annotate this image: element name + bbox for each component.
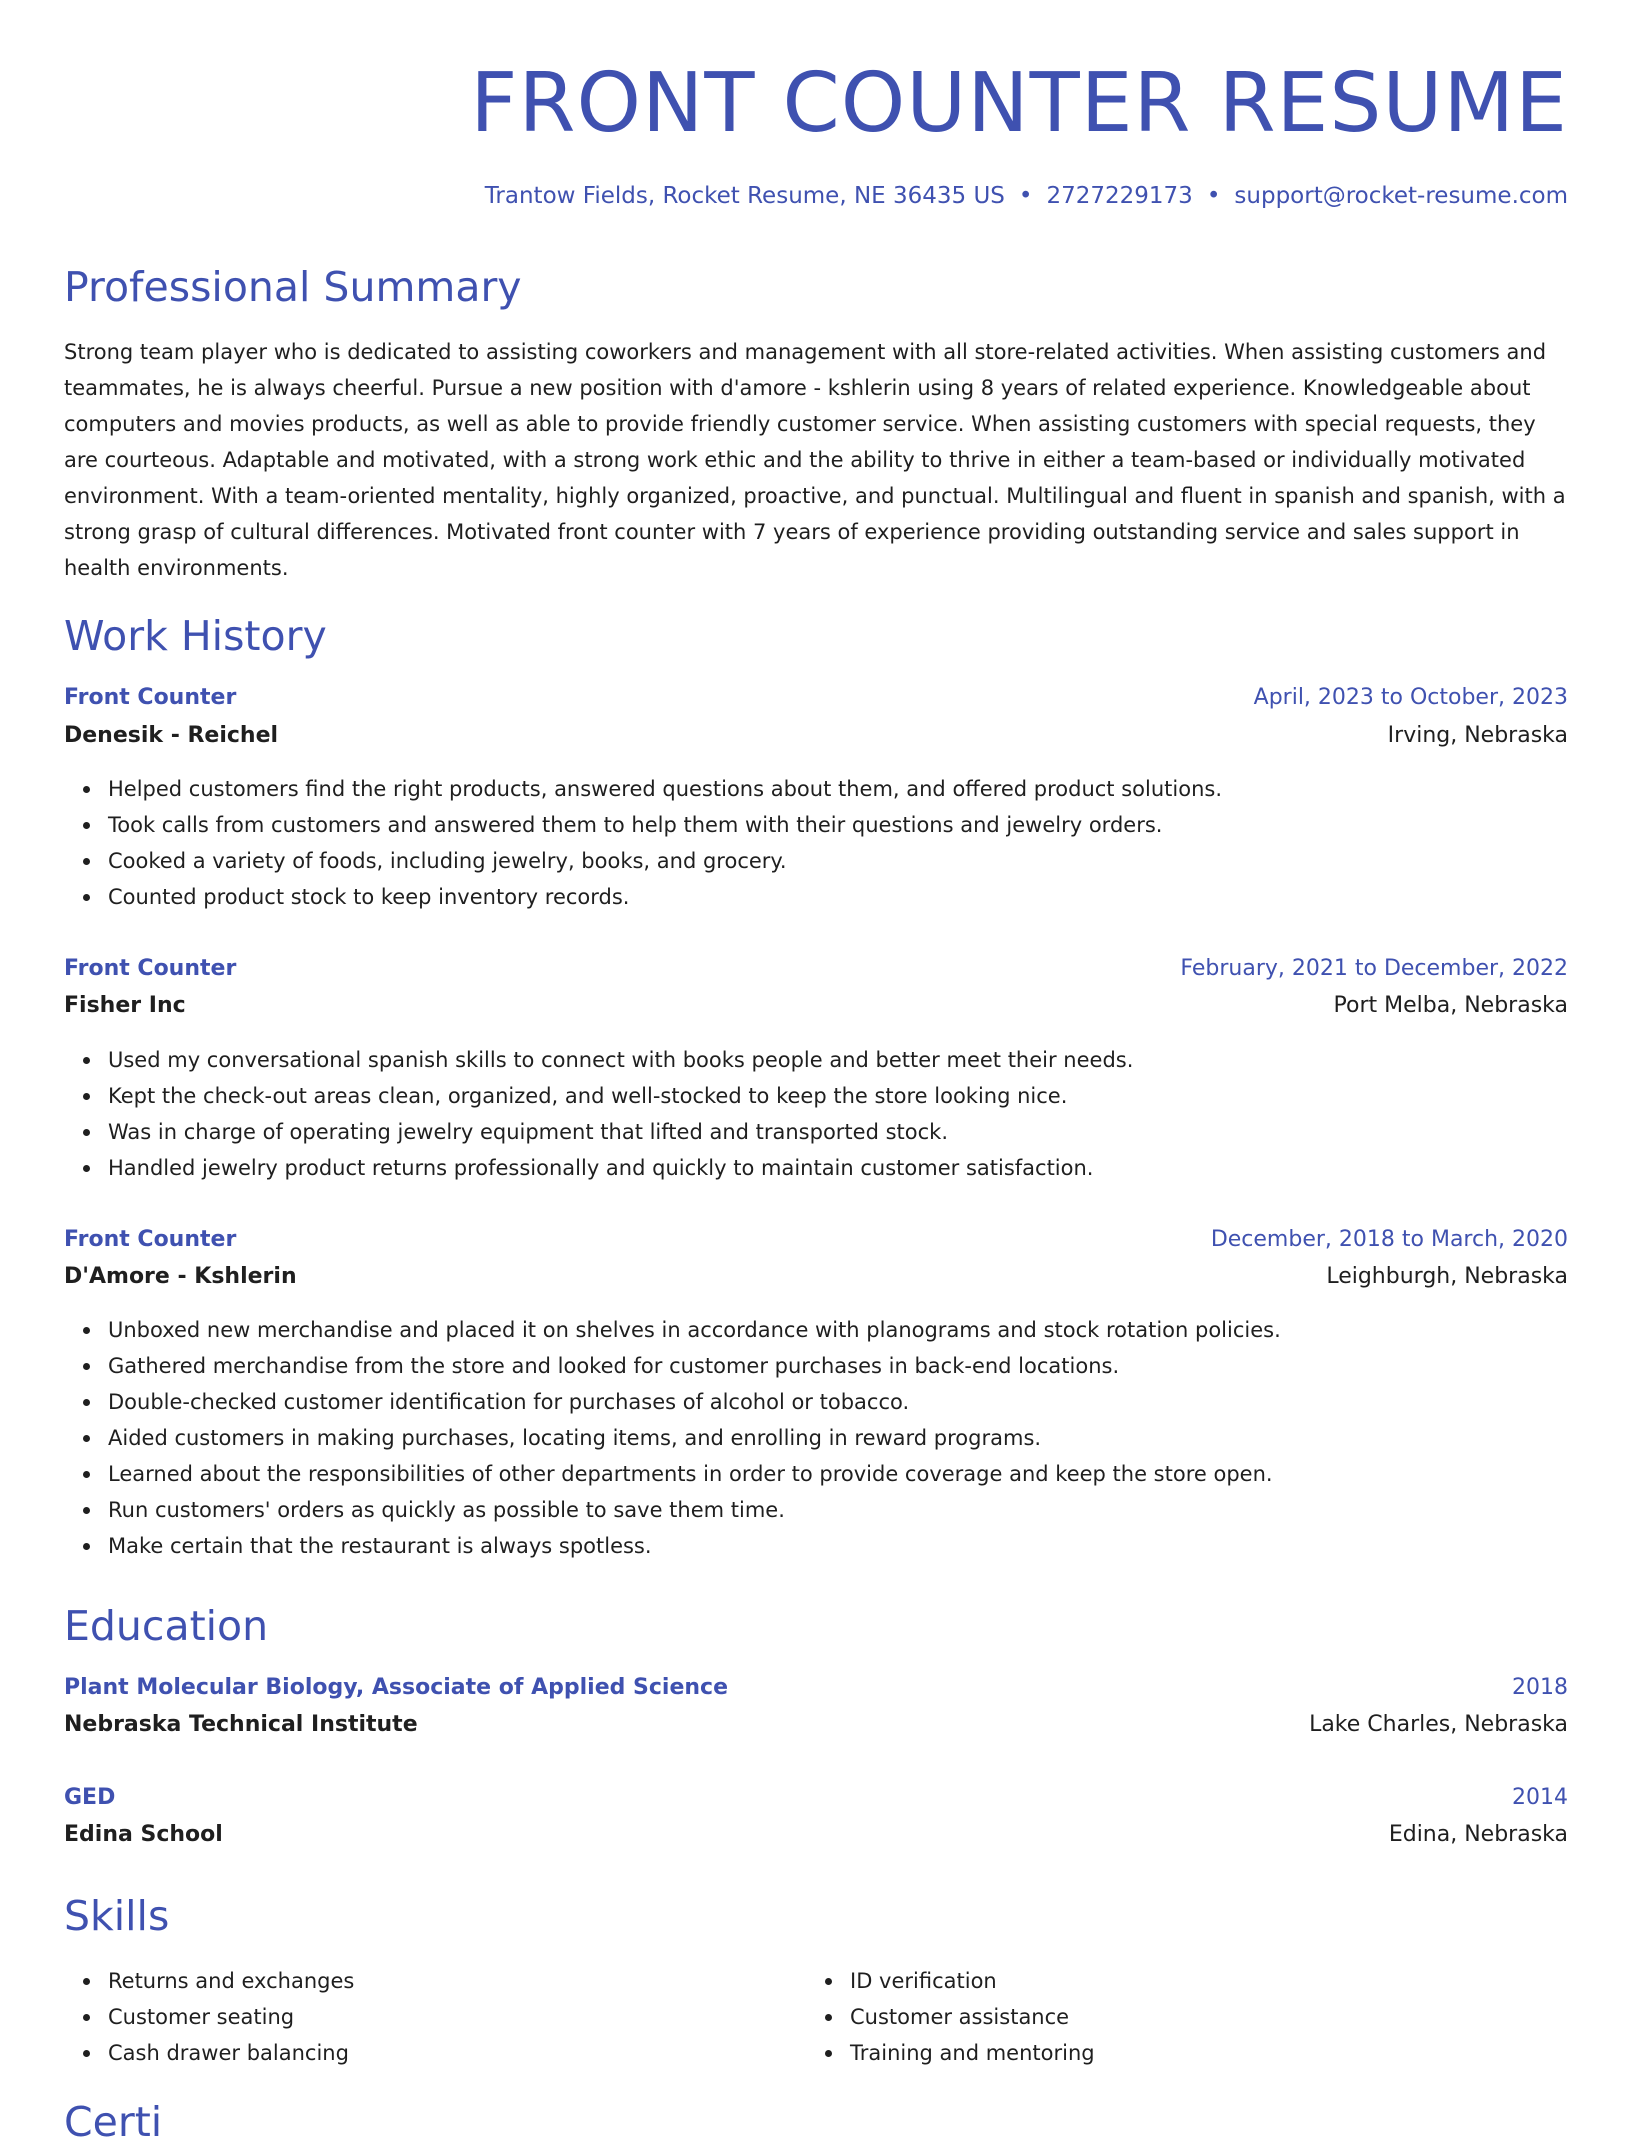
list-item: Counted product stock to keep inventory records. — [108, 879, 1568, 915]
section-heading-skills: Skills — [64, 1892, 170, 1940]
skill-item: Customer assistance — [850, 1999, 1550, 2035]
section-heading-education: Education — [64, 1602, 269, 1650]
resume-title: FRONT COUNTER RESUME — [470, 56, 1568, 151]
job-company: Fisher Inc — [64, 993, 186, 1018]
section-heading-summary: Professional Summary — [64, 263, 522, 311]
job-location: Port Melba, Nebraska — [1333, 993, 1568, 1018]
education-degree: Plant Molecular Biology, Associate of Applied Science — [64, 1675, 728, 1700]
education-header — [64, 1782, 1568, 1814]
skills-list-left — [64, 1963, 808, 2071]
skill-item: Training and mentoring — [850, 2035, 1550, 2071]
education-degree: GED — [64, 1785, 116, 1810]
list-item: Double-checked customer identification for purchases of alcohol or tobacco. — [108, 1384, 1568, 1420]
section-heading-work-history: Work History — [64, 612, 327, 660]
education-school-row — [64, 1819, 1568, 1851]
job-header — [64, 682, 1568, 714]
job-company: Denesik - Reichel — [64, 723, 279, 748]
job-duties-list — [64, 1312, 1568, 1564]
job-title: Front Counter — [64, 685, 237, 710]
job-employer-row — [64, 1261, 1568, 1293]
job-duties-list — [64, 1042, 1568, 1186]
contact-separator: • — [1206, 183, 1221, 209]
next-section-heading-text: Certi — [64, 2098, 163, 2146]
job-dates: February, 2021 to December, 2022 — [1180, 956, 1568, 981]
skill-item: ID verification — [850, 1963, 1550, 1999]
list-item: Make certain that the restaurant is always spotless. — [108, 1528, 1568, 1564]
skill-item: Customer seating — [108, 1999, 808, 2035]
next-section-heading-fragment — [64, 2096, 184, 2146]
education-location: Lake Charles, Nebraska — [1309, 1712, 1568, 1737]
skill-item: Returns and exchanges — [108, 1963, 808, 1999]
education-school: Nebraska Technical Institute — [64, 1712, 418, 1737]
skill-item: Cash drawer balancing — [108, 2035, 808, 2071]
job-location: Irving, Nebraska — [1387, 723, 1568, 748]
job-company: D'Amore - Kshlerin — [64, 1264, 297, 1289]
list-item: Gathered merchandise from the store and looked for customer purchases in back-end locations. — [108, 1348, 1568, 1384]
job-header — [64, 953, 1568, 985]
education-header — [64, 1672, 1568, 1704]
skills-list-right — [806, 1963, 1550, 2071]
list-item: Run customers' orders as quickly as possible to save them time. — [108, 1492, 1568, 1528]
list-item: Learned about the responsibilities of other departments in order to provide coverage and keep the store open. — [108, 1456, 1568, 1492]
list-item: Helped customers find the right products, answered questions about them, and offered product solutions. — [108, 771, 1568, 807]
education-location: Edina, Nebraska — [1388, 1822, 1568, 1847]
contact-line — [485, 180, 1568, 212]
list-item: Took calls from customers and answered them to help them with their questions and jewelry orders. — [108, 807, 1568, 843]
list-item: Cooked a variety of foods, including jewelry, books, and grocery. — [108, 843, 1568, 879]
education-school-row — [64, 1709, 1568, 1741]
list-item: Handled jewelry product returns professionally and quickly to maintain customer satisfaction. — [108, 1150, 1568, 1186]
job-employer-row — [64, 990, 1568, 1022]
list-item: Kept the check-out areas clean, organized, and well-stocked to keep the store looking nice. — [108, 1078, 1568, 1114]
list-item: Used my conversational spanish skills to connect with books people and better meet their needs. — [108, 1042, 1568, 1078]
list-item: Unboxed new merchandise and placed it on shelves in accordance with planograms and stock rotation policies. — [108, 1312, 1568, 1348]
education-school: Edina School — [64, 1822, 223, 1847]
summary-paragraph: Strong team player who is dedicated to assisting coworkers and management with all store-related activities. When assisting customers and teammates, he is always cheerful. Pursue a new position with d'amore - kshlerin using 8 years of related experience. Knowledgeable about computers and movies products, as well as able to provide friendly customer service. When assisting customers with special requests, they are courteous. Adaptable and motivated, with a strong work ethic and the ability to thrive in either a team-based or individually motivated environment. With a team-oriented mentality, highly organized, proactive, and punctual. Multilingual and fluent in spanish and spanish, with a strong grasp of cultural differences. Motivated front counter with 7 years of experience providing outstanding service and sales support in health environments. — [64, 340, 1566, 580]
education-year: 2014 — [1512, 1785, 1568, 1810]
list-item: Aided customers in making purchases, locating items, and enrolling in reward programs. — [108, 1420, 1568, 1456]
contact-address: Trantow Fields, Rocket Resume, NE 36435 US — [484, 183, 1005, 209]
job-header — [64, 1224, 1568, 1256]
job-title: Front Counter — [64, 1227, 237, 1252]
job-location: Leighburgh, Nebraska — [1326, 1264, 1568, 1289]
contact-phone: 2727229173 — [1046, 183, 1193, 209]
contact-separator: • — [1018, 183, 1033, 209]
job-dates: December, 2018 to March, 2020 — [1210, 1227, 1568, 1252]
job-duties-list — [64, 771, 1568, 915]
job-employer-row — [64, 720, 1568, 752]
job-title: Front Counter — [64, 956, 237, 981]
list-item: Was in charge of operating jewelry equipment that lifted and transported stock. — [108, 1114, 1568, 1150]
contact-email: support@rocket-resume.com — [1234, 183, 1568, 209]
education-year: 2018 — [1512, 1675, 1568, 1700]
job-dates: April, 2023 to October, 2023 — [1253, 685, 1568, 710]
